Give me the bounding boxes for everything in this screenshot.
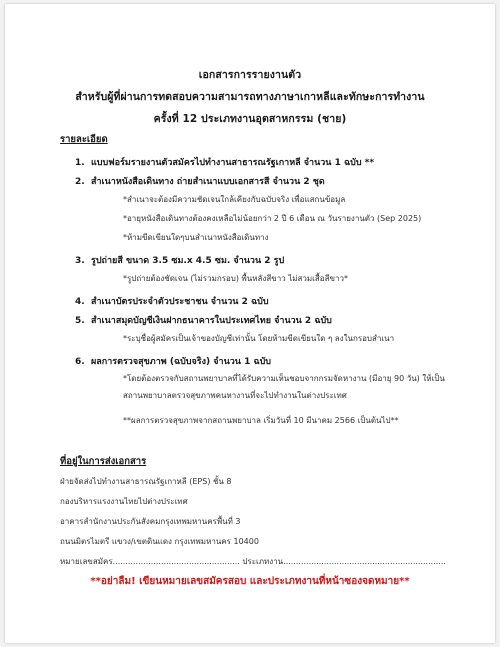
- title-line-3: ครั้งที่ 12 ประเภทงานอุตสาหกรรม (ชาย): [153, 113, 347, 125]
- item-6-note-2: **ผลการตรวจสุขภาพจากสถานพยาบาล เริ่มวันที่ 10 มีนาคม 2566 เป็นต้นไป**: [123, 416, 399, 425]
- item-2-note-3: *ห้ามขีดเขียนใดๆบนสำเนาหนังสือเดินทาง: [123, 233, 269, 242]
- envelope-warning: **อย่าลืม! เขียนหมายเลขสมัครสอบ และประเภทงานที่หน้าซองจดหมาย**: [90, 576, 410, 587]
- item-2: [75, 174, 325, 188]
- item-6: [75, 354, 271, 368]
- item-number: 2.: [75, 177, 85, 187]
- item-number: 5.: [75, 316, 85, 326]
- item-2-note-1: *สำเนาจะต้องมีความชัดเจนใกล้เคียงกับฉบับจริง เพื่อแสกนข้อมูล: [123, 195, 346, 204]
- title-line-2: สำหรับผู้ที่ผ่านการทดสอบความสามารถทางภาษาเกาหลีและทักษะการทำงาน: [75, 91, 425, 103]
- item-text: รูปถ่ายสี ขนาด 3.5 ซม.x 4.5 ซม. จำนวน 2 รูป: [91, 256, 285, 266]
- item-5: [75, 313, 332, 327]
- address-line-4: ถนนมิตรไมตรี แขวง/เขตดินแดง กรุงเทพมหานคร 10400: [60, 537, 259, 546]
- item-number: 1.: [75, 158, 85, 168]
- item-number: 6.: [75, 357, 85, 367]
- item-text: สำเนาสมุดบัญชีเงินฝากธนาคารในประเทศไทย จำนวน 2 ฉบับ: [91, 316, 332, 326]
- item-5-note-1: *ระบุชื่อผู้สมัครเป็นเจ้าของบัญชีเท่านั้น โดยห้ามขีดเขียนใด ๆ ลงในกรอบสำเนา: [123, 334, 395, 343]
- item-6-note-1: *โดยต้องตรวจกับสถานพยาบาลที่ได้รับความเห็นชอบจากกรมจัดหางาน (มีอายุ 90 วัน) ให้เป็นสถานพยาบาลตรวจสุขภาพคนหางานที่จะไปทำงานในต่างประเทศ: [123, 374, 445, 400]
- address-line-2: กองบริหารแรงงานไทยไปต่างประเทศ: [60, 497, 188, 506]
- item-4: [75, 294, 269, 308]
- title-line-1: เอกสารการรายงานตัว: [198, 69, 302, 81]
- address-line-3: อาคารสำนักงานประกันสังคมกรุงเทพมหานครพื้นที่ 3: [60, 517, 241, 526]
- item-1: [75, 155, 374, 169]
- item-3: [75, 253, 284, 267]
- item-3-note-1: *รูปถ่ายต้องชัดเจน (ไม่รวมกรอบ) พื้นหลังสีขาว ไม่สวมเสื้อสีขาว*: [123, 274, 348, 283]
- item-text: แบบฟอร์มรายงานตัวสมัครไปทำงานสาธารณรัฐเกาหลี จำนวน 1 ฉบับ **: [91, 158, 375, 168]
- document-title: [5, 64, 495, 130]
- item-text: สำเนาหนังสือเดินทาง ถ่ายสำเนาแบบเอกสารสี จำนวน 2 ชุด: [91, 177, 325, 187]
- item-number: 4.: [75, 297, 85, 307]
- item-text: สำเนาบัตรประจำตัวประชาชน จำนวน 2 ฉบับ: [91, 297, 269, 307]
- item-2-note-2: *อายุหนังสือเดินทางต้องคงเหลือไม่น้อยกว่า 2 ปี 6 เดือน ณ วันรายงานตัว (Sep 2025): [123, 214, 422, 223]
- address-heading: ที่อยู่ในการส่งเอกสาร: [60, 456, 147, 467]
- address-line-1: ฝ่ายจัดส่งไปทำงานสาธารณรัฐเกาหลี (EPS) ชั้น 8: [60, 477, 232, 486]
- document-page: [5, 4, 495, 643]
- details-heading: รายละเอียด: [60, 134, 108, 145]
- item-number: 3.: [75, 256, 85, 266]
- application-number-line: หมายเลขสมัคร.................................................. ประเภทงาน................................................................: [60, 557, 446, 566]
- item-text: ผลการตรวจสุขภาพ (ฉบับจริง) จำนวน 1 ฉบับ: [91, 357, 272, 367]
